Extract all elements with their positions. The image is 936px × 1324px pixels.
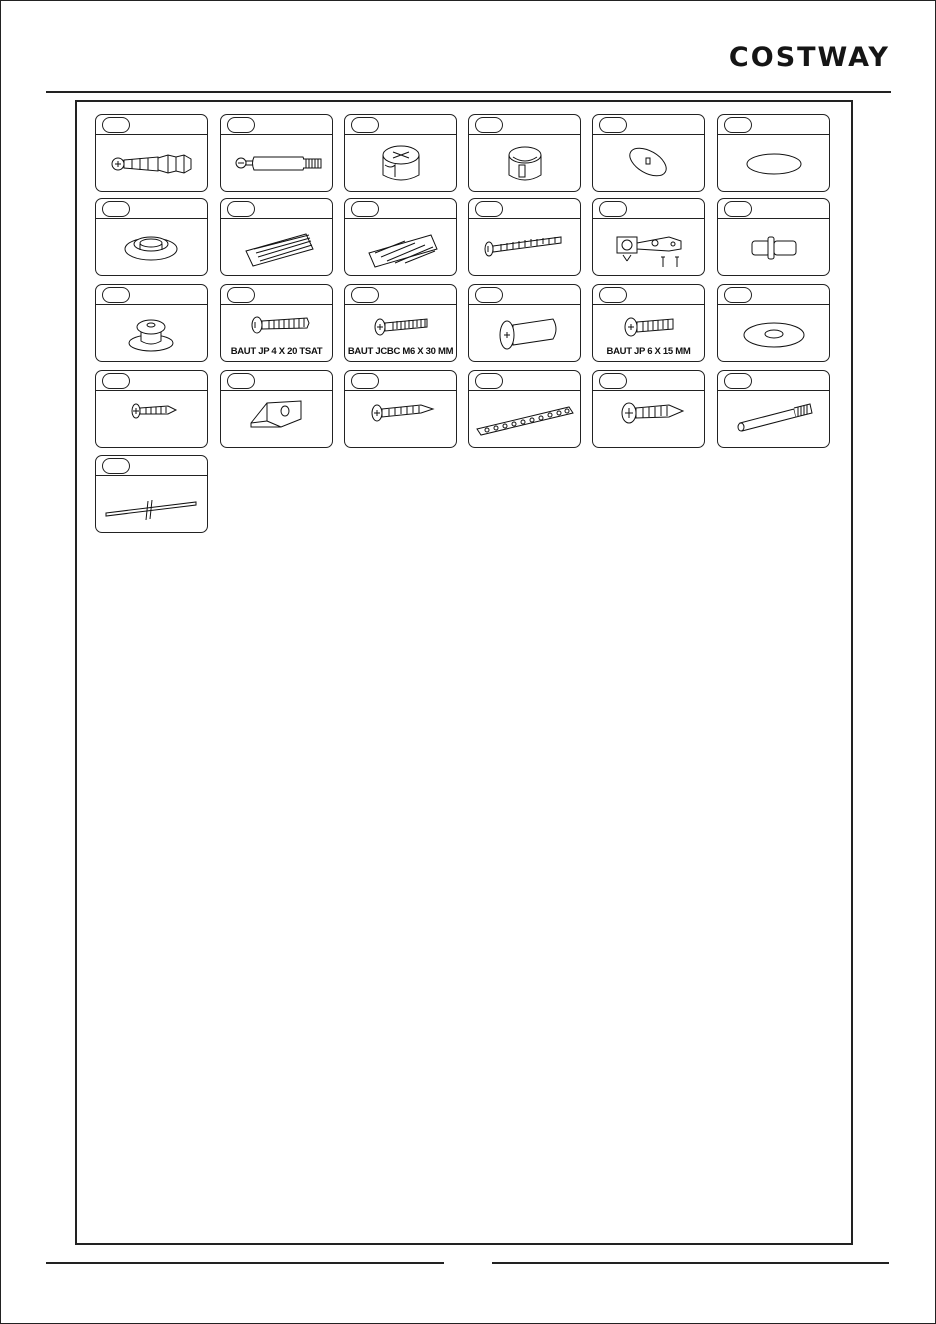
small-screw-icon <box>96 391 207 447</box>
part-number-tag <box>599 117 627 133</box>
metal-rod-icon <box>96 476 207 532</box>
shelf-support-peg-icon <box>718 219 829 275</box>
part-number-tag <box>227 373 255 389</box>
part-card-shelf-support-peg <box>717 198 830 276</box>
part-number-tag <box>227 287 255 303</box>
part-card-cam-dowel-bolt <box>220 114 333 192</box>
header-rule <box>46 91 891 93</box>
oval-disc-small-icon <box>593 135 704 191</box>
part-card-small-screw <box>95 370 208 448</box>
part-card-oval-disc-small <box>592 114 705 192</box>
part-card-perforated-strip <box>468 370 581 448</box>
part-number-tag <box>599 373 627 389</box>
part-number-tag <box>102 117 130 133</box>
wood-dowel-fluted-icon <box>221 219 332 275</box>
oval-disc-large-icon <box>718 135 829 191</box>
wood-dowel-spiral-icon <box>345 219 456 275</box>
part-number-tag <box>351 201 379 217</box>
part-spec-label: BAUT JP 4 X 20 TSAT <box>230 346 323 357</box>
part-card-pan-head-screw <box>592 370 705 448</box>
part-card-cam-connector-barrel <box>468 114 581 192</box>
part-number-tag <box>599 287 627 303</box>
part-card-cam-lock-nut <box>344 114 457 192</box>
part-number-tag <box>102 373 130 389</box>
part-number-tag <box>227 201 255 217</box>
part-card-grommet-ring <box>95 198 208 276</box>
part-card-corner-bracket <box>220 370 333 448</box>
part-card-oval-disc-large <box>717 114 830 192</box>
part-number-tag <box>599 201 627 217</box>
part-spec-label: BAUT JCBC M6 X 30 MM <box>347 346 454 357</box>
footer-rule-right <box>492 1262 889 1264</box>
part-card-sleeve-nut <box>468 284 581 362</box>
corner-bracket-icon <box>221 391 332 447</box>
part-card-flat-washer <box>717 284 830 362</box>
part-number-tag <box>351 117 379 133</box>
sleeve-nut-icon <box>469 305 580 361</box>
pan-head-screw-icon <box>593 391 704 447</box>
footer-rule-left <box>46 1262 444 1264</box>
part-card-threaded-pin <box>717 370 830 448</box>
flat-washer-icon <box>718 305 829 361</box>
part-number-tag <box>102 201 130 217</box>
part-number-tag <box>102 287 130 303</box>
part-card-wood-dowel-fluted <box>220 198 333 276</box>
part-number-tag <box>475 201 503 217</box>
part-number-tag <box>724 373 752 389</box>
cam-lock-nut-icon <box>345 135 456 191</box>
part-card-metal-rod <box>95 455 208 533</box>
long-screw-icon <box>469 219 580 275</box>
brand-logo: COSTWAY <box>728 42 890 73</box>
hinge-set-icon <box>593 219 704 275</box>
part-card-hinge-set <box>592 198 705 276</box>
part-card-screw-4x20 <box>220 284 333 362</box>
part-spec-label: BAUT JP 6 X 15 MM <box>606 346 691 357</box>
part-number-tag <box>102 458 130 474</box>
part-card-knob <box>95 284 208 362</box>
threaded-pin-icon <box>718 391 829 447</box>
part-number-tag <box>351 373 379 389</box>
part-number-tag <box>227 117 255 133</box>
part-card-flat-head-screw <box>344 370 457 448</box>
part-card-wood-dowel-spiral <box>344 198 457 276</box>
part-card-screw-m6x30 <box>344 284 457 362</box>
perforated-strip-icon <box>469 391 580 447</box>
part-number-tag <box>475 117 503 133</box>
part-number-tag <box>475 287 503 303</box>
grommet-ring-icon <box>96 219 207 275</box>
cam-connector-barrel-icon <box>469 135 580 191</box>
part-card-long-screw <box>468 198 581 276</box>
part-number-tag <box>724 117 752 133</box>
cam-dowel-bolt-icon <box>221 135 332 191</box>
part-number-tag <box>724 201 752 217</box>
part-number-tag <box>475 373 503 389</box>
cam-bolt-expansion-icon <box>96 135 207 191</box>
part-number-tag <box>351 287 379 303</box>
part-number-tag <box>724 287 752 303</box>
knob-icon <box>96 305 207 361</box>
flat-head-screw-icon <box>345 391 456 447</box>
part-card-cam-bolt-expansion <box>95 114 208 192</box>
part-card-screw-6x15 <box>592 284 705 362</box>
